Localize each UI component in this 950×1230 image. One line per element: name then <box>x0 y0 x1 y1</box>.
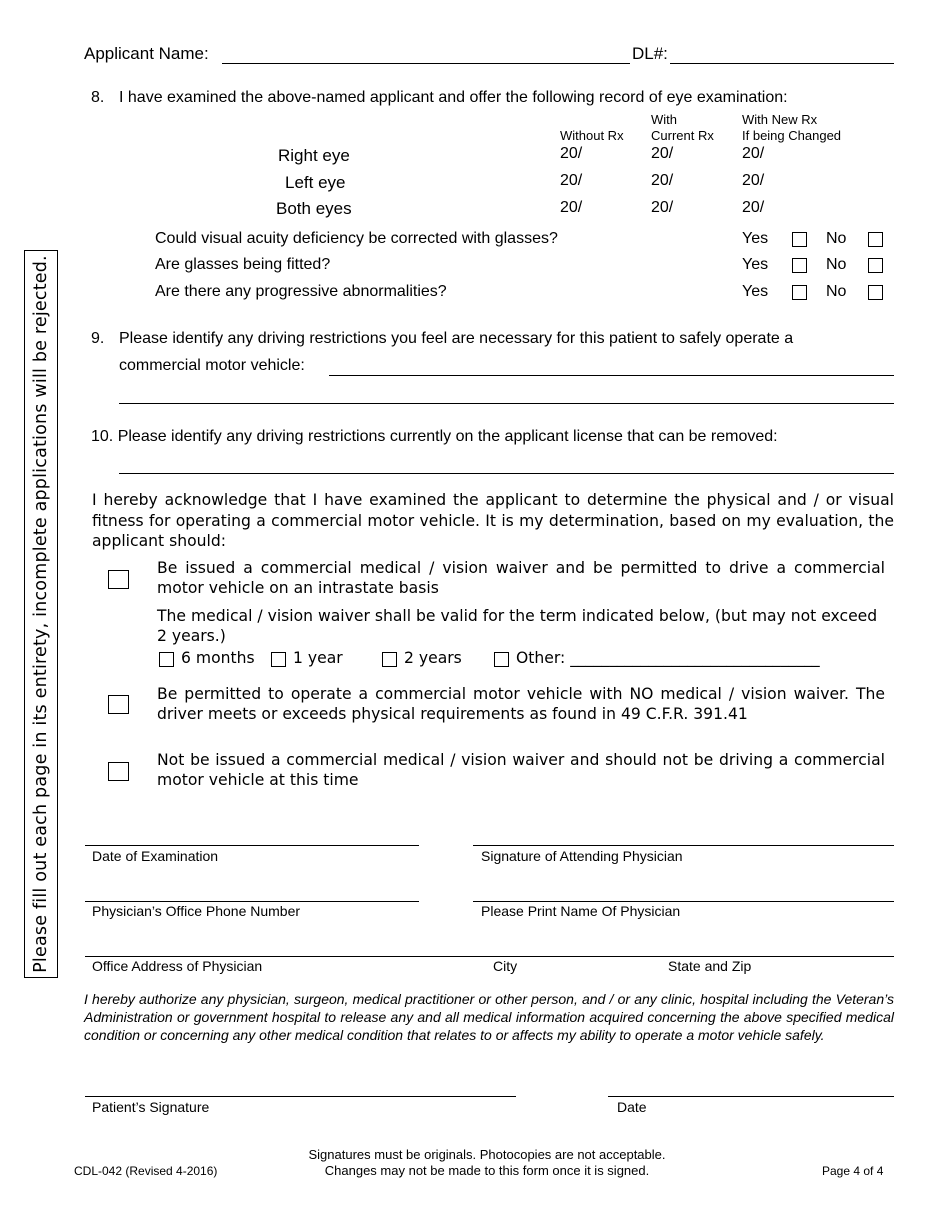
eye-value-new[interactable]: 20/ <box>742 172 765 189</box>
eye-value-new[interactable]: 20/ <box>742 145 765 162</box>
eye-value-current[interactable]: 20/ <box>651 145 674 162</box>
question-text: Are there any progressive abnormalities? <box>155 283 447 300</box>
city-label: City <box>493 958 518 974</box>
option-not-issued-text: Not be issued a commercial medical / vision waiver and should not be driving a commercial motor vehicle at this time <box>157 751 885 789</box>
no-label: No <box>826 256 847 273</box>
q8-text: I have examined the above-named applicant and offer the following record of eye examination: <box>119 89 788 106</box>
term-6-months-label: 6 months <box>181 649 255 667</box>
state-zip-label: State and Zip <box>668 958 752 974</box>
term-2-years-checkbox[interactable] <box>382 652 397 667</box>
yes-label: Yes <box>742 283 769 300</box>
physician-signature-field[interactable] <box>473 845 894 846</box>
dl-number-label: DL#: <box>632 44 668 63</box>
q10-text: 10. Please identify any driving restrictions currently on the applicant license that can be removed: <box>91 428 778 445</box>
yes-checkbox[interactable] <box>792 232 807 247</box>
yes-label: Yes <box>742 256 769 273</box>
side-notice: Please fill out each page in its entirety, incomplete applications will be rejected. <box>31 255 51 973</box>
patient-signature-label: Patient’s Signature <box>92 1099 210 1115</box>
option-waiver-text: Be issued a commercial medical / vision waiver and be permitted to drive a commercial motor vehicle on an intrastate basis <box>157 559 885 597</box>
no-checkbox[interactable] <box>868 285 883 300</box>
no-label: No <box>826 283 847 300</box>
physician-signature-label: Signature of Attending Physician <box>481 848 683 864</box>
option-waiver-checkbox[interactable] <box>108 570 129 589</box>
col-header-new-rx-2: If being Changed <box>742 128 842 143</box>
no-checkbox[interactable] <box>868 258 883 273</box>
physician-print-name-field[interactable] <box>473 901 894 902</box>
applicant-name-label: Applicant Name: <box>84 44 209 63</box>
term-6-months-checkbox[interactable] <box>159 652 174 667</box>
q9-number: 9. <box>91 330 105 347</box>
no-label: No <box>826 230 847 247</box>
q9-text-line2: commercial motor vehicle: <box>119 357 305 374</box>
dl-number-field[interactable] <box>670 63 894 64</box>
form-id: CDL-042 (Revised 4-2016) <box>74 1164 218 1178</box>
eye-value-current[interactable]: 20/ <box>651 172 674 189</box>
term-other-checkbox[interactable] <box>494 652 509 667</box>
waiver-term-text: The medical / vision waiver shall be valid for the term indicated below, (but may not exceed 2 years.) <box>157 607 878 645</box>
eye-value-without[interactable]: 20/ <box>560 199 583 216</box>
q10-answer-line[interactable] <box>119 473 894 474</box>
office-address-label: Office Address of Physician <box>92 958 263 974</box>
eye-row-label: Left eye <box>285 173 346 192</box>
patient-date-label: Date <box>617 1099 647 1115</box>
date-of-examination-label: Date of Examination <box>92 848 219 864</box>
office-phone-field[interactable] <box>85 901 419 902</box>
term-2-years-label: 2 years <box>404 649 462 667</box>
eye-value-current[interactable]: 20/ <box>651 199 674 216</box>
q9-answer-line-2[interactable] <box>119 403 894 404</box>
acknowledgement-text: I hereby acknowledge that I have examined the applicant to determine the physical and / or visual fitness for operating a commercial motor vehicle. It is my determination, based on my evaluation, the applicant should: <box>92 491 894 550</box>
office-phone-label: Physician’s Office Phone Number <box>92 903 301 919</box>
col-header-current-rx-2: Current Rx <box>651 128 714 143</box>
applicant-name-field[interactable] <box>222 63 630 64</box>
term-1-year-label: 1 year <box>293 649 343 667</box>
yes-label: Yes <box>742 230 769 247</box>
footer-note-originals: Signatures must be originals. Photocopies are not acceptable. <box>308 1147 666 1162</box>
office-address-field[interactable] <box>85 956 894 957</box>
term-other-field[interactable]: Other: ________________________________ <box>516 649 820 667</box>
patient-date-field[interactable] <box>608 1096 894 1097</box>
option-no-waiver-text: Be permitted to operate a commercial motor vehicle with NO medical / vision waiver. The driver meets or exceeds physical requirements as found in 49 C.F.R. 391.41 <box>157 685 885 723</box>
yes-checkbox[interactable] <box>792 285 807 300</box>
q8-number: 8. <box>91 89 105 106</box>
no-checkbox[interactable] <box>868 232 883 247</box>
col-header-without-rx: Without Rx <box>560 128 624 143</box>
term-1-year-checkbox[interactable] <box>271 652 286 667</box>
eye-row-label: Right eye <box>278 146 350 165</box>
col-header-new-rx-1: With New Rx <box>742 112 818 127</box>
question-text: Are glasses being fitted? <box>155 256 331 273</box>
q9-answer-line[interactable] <box>329 375 894 376</box>
patient-signature-field[interactable] <box>85 1096 516 1097</box>
option-not-issued-checkbox[interactable] <box>108 762 129 781</box>
q9-text-line1: Please identify any driving restrictions you feel are necessary for this patient to safely operate a <box>119 330 794 347</box>
footer-note-changes: Changes may not be made to this form once it is signed. <box>324 1163 650 1178</box>
page-number: Page 4 of 4 <box>822 1164 884 1178</box>
col-header-current-rx-1: With <box>651 112 677 127</box>
physician-print-name-label: Please Print Name Of Physician <box>481 903 681 919</box>
eye-value-without[interactable]: 20/ <box>560 145 583 162</box>
date-of-examination-field[interactable] <box>85 845 419 846</box>
eye-value-new[interactable]: 20/ <box>742 199 765 216</box>
yes-checkbox[interactable] <box>792 258 807 273</box>
authorization-text: I hereby authorize any physician, surgeon, medical practitioner or other person, and / or any clinic, hospital including the Veteran’s Administration or government hospital to release any and all medical information acquired concerning the above specified medical condition or concerning any other medical condition that relates to or affects my ability to operate a motor vehicle safely. <box>84 991 894 1043</box>
eye-value-without[interactable]: 20/ <box>560 172 583 189</box>
option-no-waiver-checkbox[interactable] <box>108 695 129 714</box>
eye-row-label: Both eyes <box>276 199 352 218</box>
question-text: Could visual acuity deficiency be corrected with glasses? <box>155 230 558 247</box>
